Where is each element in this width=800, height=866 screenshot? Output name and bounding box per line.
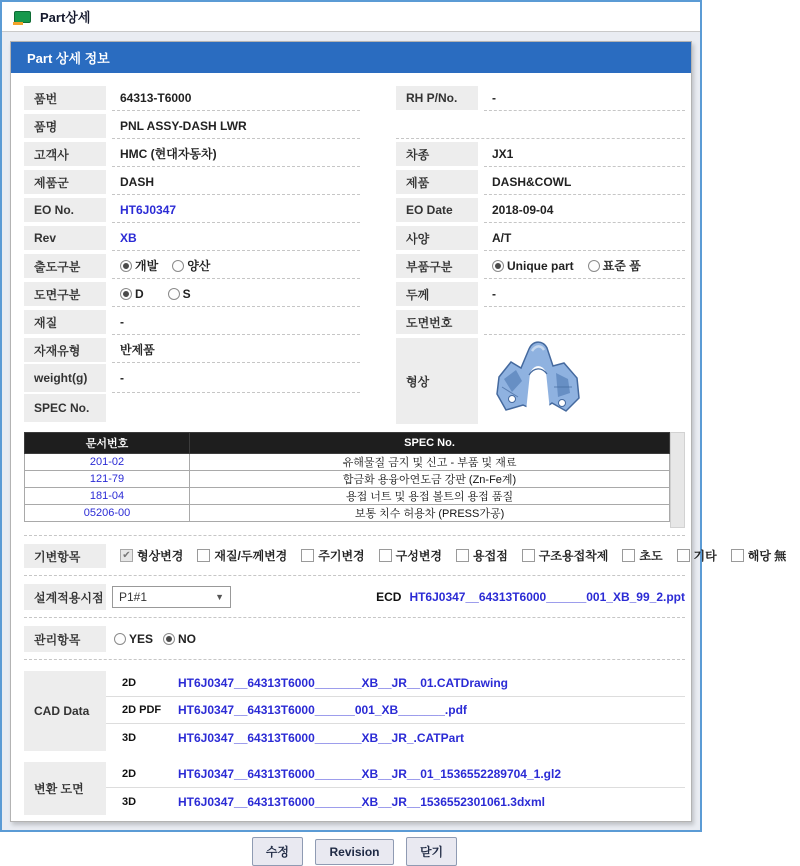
standard-part-label: 표준 품 xyxy=(602,259,641,273)
chevron-down-icon: ▼ xyxy=(215,591,225,602)
label-release-type: 출도구분 xyxy=(24,254,106,278)
manage-no-label: NO xyxy=(178,631,197,646)
doc-no-link[interactable]: 181-04 xyxy=(25,488,190,505)
label-eo-date: EO Date xyxy=(396,198,478,222)
eo-no-link[interactable]: HT6J0347 xyxy=(112,197,360,223)
spacer xyxy=(366,141,390,168)
value-part-no: 64313-T6000 xyxy=(112,85,360,111)
file-type-label: 2D xyxy=(122,677,137,689)
panel-body xyxy=(11,73,787,859)
label-customer: 고객사 xyxy=(24,142,106,166)
change-items-row xyxy=(24,543,787,568)
label-product: 제품 xyxy=(396,170,478,194)
form-row xyxy=(24,141,685,168)
spec-table xyxy=(24,432,670,522)
doc-no-link[interactable]: 201-02 xyxy=(25,454,190,471)
spacer xyxy=(366,309,390,336)
label-part-type: 부품구분 xyxy=(396,254,478,278)
label-drawing-no: 도면번호 xyxy=(396,310,478,334)
radio-standard-part[interactable] xyxy=(588,260,600,272)
spacer xyxy=(366,197,390,224)
label-drawing-type: 도면구분 xyxy=(24,282,106,306)
value-part-name: PNL ASSY-DASH LWR xyxy=(112,113,360,139)
checkbox-label: 형상변경 xyxy=(137,549,184,563)
value-spec-no xyxy=(112,393,360,423)
checkbox-first[interactable] xyxy=(622,549,635,562)
cad-3d-link[interactable]: HT6J0347__64313T6000_______XB__JR_.CATPart xyxy=(178,730,464,745)
label-rev: Rev xyxy=(24,226,106,250)
value-product: DASH&COWL xyxy=(484,169,685,195)
label-design-apply: 설계적용시점 xyxy=(24,584,106,610)
spec-table-scrollbar[interactable] xyxy=(670,432,685,528)
doc-no-link[interactable]: 121-79 xyxy=(25,471,190,488)
checkbox-material-thickness-change[interactable] xyxy=(197,549,210,562)
radio-unique-part[interactable] xyxy=(492,260,504,272)
label-converted-drawing: 변환 도면 xyxy=(24,762,106,815)
label-rh-pno: RH P/No. xyxy=(396,86,478,110)
form-row xyxy=(24,337,360,363)
file-row xyxy=(106,788,685,815)
checkbox-shape-change[interactable] xyxy=(120,549,133,562)
checkbox-etc[interactable] xyxy=(677,549,690,562)
checkbox-label: 초도 xyxy=(639,549,663,563)
close-button[interactable]: 닫기 xyxy=(406,837,457,866)
release-type-options xyxy=(112,253,360,279)
spec-table-header-spec: SPEC No. xyxy=(190,433,670,454)
radio-release-mass[interactable] xyxy=(172,260,184,272)
design-apply-row xyxy=(24,583,685,610)
checkbox-weld-point[interactable] xyxy=(456,549,469,562)
form-row xyxy=(24,225,685,252)
drawing-s-label: S xyxy=(182,286,191,301)
spec-table-container xyxy=(24,432,685,528)
unique-part-label: Unique part xyxy=(507,258,574,273)
cad-data-rows xyxy=(106,670,685,751)
button-row xyxy=(24,837,685,866)
checkbox-label: 기타 xyxy=(693,549,717,563)
form-row xyxy=(24,85,685,112)
cad-2d-link[interactable]: HT6J0347__64313T6000_______XB__JR__01.CATDrawing xyxy=(178,676,508,690)
spacer xyxy=(366,85,390,112)
value-thickness: - xyxy=(484,281,685,307)
release-dev-label: 개발 xyxy=(135,259,159,273)
value-weight: - xyxy=(112,363,360,393)
dashed-divider xyxy=(24,822,685,823)
doc-no-link[interactable]: 05206-00 xyxy=(25,505,190,522)
form-row xyxy=(24,197,685,224)
form-row xyxy=(24,393,360,423)
checkbox-not-applicable[interactable] xyxy=(731,549,744,562)
label-part-no: 품번 xyxy=(24,86,106,110)
panel-header: Part 상세 정보 xyxy=(11,42,691,73)
shape-cell xyxy=(484,337,685,424)
file-type-label: 3D xyxy=(122,795,137,808)
label-weight: weight(g) xyxy=(24,364,106,392)
converted-drawing-rows xyxy=(106,761,685,815)
spacer xyxy=(366,281,390,308)
revision-button[interactable]: Revision xyxy=(315,839,393,865)
manage-item-options xyxy=(114,632,206,646)
left-stack xyxy=(24,337,360,424)
label-spec-no: SPEC No. xyxy=(24,394,106,422)
checkbox-label: 재질/두께변경 xyxy=(214,549,288,563)
label-change-items: 기변항목 xyxy=(24,544,106,568)
form-row xyxy=(24,363,360,393)
spec-desc: 유해물질 금지 및 신고 - 부품 및 재료 xyxy=(190,454,670,471)
value-rh-pno: - xyxy=(484,85,685,111)
table-row xyxy=(25,505,670,522)
part-type-options xyxy=(484,253,685,279)
value-spec: A/T xyxy=(484,225,685,251)
spacer xyxy=(366,253,390,280)
file-row xyxy=(106,697,685,724)
form-row xyxy=(24,113,685,140)
table-row xyxy=(25,454,670,471)
ecd-group xyxy=(376,590,685,604)
label-thickness: 두께 xyxy=(396,282,478,306)
titlebar xyxy=(2,2,700,32)
form-row xyxy=(24,281,685,308)
file-row xyxy=(106,724,685,751)
form-row xyxy=(24,169,685,196)
spacer xyxy=(366,337,390,424)
value-product-group: DASH xyxy=(112,169,360,195)
checkbox-composition-change[interactable] xyxy=(379,549,392,562)
file-type-label: 3D xyxy=(122,731,137,744)
form-row-tall xyxy=(24,337,685,424)
label-cad-data: CAD Data xyxy=(24,671,106,751)
ecd-file-link[interactable]: HT6J0347__64313T6000______001_XB_99_2.ppt xyxy=(409,589,685,604)
spacer xyxy=(366,169,390,196)
ecd-label: ECD xyxy=(376,589,402,604)
label-shape: 형상 xyxy=(396,338,478,424)
spacer xyxy=(366,113,390,140)
drawing-d-label: D xyxy=(135,286,144,301)
value-material: - xyxy=(112,309,360,335)
cad-data-block xyxy=(24,670,685,751)
converted-2d-link[interactable]: HT6J0347__64313T6000_______XB__JR__01_1536552289704_1.gl2 xyxy=(178,767,562,781)
manage-yes-label: YES xyxy=(129,631,154,646)
file-type-label: 2D xyxy=(122,768,137,780)
label-part-name: 품명 xyxy=(24,114,106,138)
label-material-type: 자재유형 xyxy=(24,338,106,362)
radio-manage-yes[interactable] xyxy=(114,633,126,645)
form-row xyxy=(24,309,685,336)
dashed-divider xyxy=(24,659,685,660)
dashed-divider xyxy=(24,617,685,618)
spec-desc: 보통 치수 허용차 (PRESS가공) xyxy=(190,505,670,522)
modify-button[interactable]: 수정 xyxy=(252,837,303,866)
part-shape-image xyxy=(492,337,584,421)
checkbox-label: 구성변경 xyxy=(395,549,443,563)
page-title: Part상세 xyxy=(40,10,91,25)
manage-item-row xyxy=(24,625,685,652)
spec-desc: 용접 너트 및 용접 볼트의 용접 품질 xyxy=(190,488,670,505)
converted-3d-link[interactable]: HT6J0347__64313T6000_______XB__JR__1536552301061.3dxml xyxy=(178,794,545,809)
release-mass-label: 양산 xyxy=(187,259,211,273)
label-product-group: 제품군 xyxy=(24,170,106,194)
file-row xyxy=(106,670,685,697)
value-material-type: 반제품 xyxy=(112,337,360,363)
value-drawing-no xyxy=(484,309,685,335)
design-apply-selected-value: P1#1 xyxy=(119,589,148,604)
label-eo-no: EO No. xyxy=(24,198,106,222)
checkbox-label: 용접점 xyxy=(473,549,508,563)
page-icon xyxy=(14,11,31,23)
dashed-divider xyxy=(24,575,685,576)
form-row xyxy=(24,253,685,280)
radio-release-dev[interactable] xyxy=(120,260,132,272)
label-manage-item: 관리항목 xyxy=(24,626,106,652)
checkbox-cycle-change[interactable] xyxy=(301,549,314,562)
spec-table-header-doc: 문서번호 xyxy=(25,433,190,454)
table-row xyxy=(25,488,670,505)
spacer xyxy=(366,225,390,252)
table-row xyxy=(25,471,670,488)
dashed-divider xyxy=(24,535,685,536)
checkbox-label: 해당 無 xyxy=(747,549,787,563)
part-detail-panel xyxy=(10,41,787,859)
spec-desc: 합금화 용융아연도금 강판 (Zn-Fe계) xyxy=(190,471,670,488)
cad-2d-pdf-link[interactable]: HT6J0347__64313T6000______001_XB_______.pdf xyxy=(178,703,467,717)
rev-link[interactable]: XB xyxy=(112,225,360,251)
empty-cell xyxy=(396,113,685,139)
change-items-options xyxy=(120,547,800,564)
checkbox-structural-adhesive[interactable] xyxy=(522,549,535,562)
value-vehicle: JX1 xyxy=(484,141,685,167)
converted-drawing-block xyxy=(24,761,685,815)
drawing-type-options xyxy=(112,281,360,307)
radio-drawing-d[interactable] xyxy=(120,288,132,300)
checkbox-label: 주기변경 xyxy=(318,549,365,563)
value-customer: HMC (현대자동차) xyxy=(112,141,360,167)
label-spec: 사양 xyxy=(396,226,478,250)
label-material: 재질 xyxy=(24,310,106,334)
checkbox-label: 구조용접착제 xyxy=(538,549,609,563)
file-type-label: 2D PDF xyxy=(122,704,162,716)
label-vehicle: 차종 xyxy=(396,142,478,166)
file-row xyxy=(106,761,685,788)
radio-drawing-s[interactable] xyxy=(168,288,180,300)
design-apply-select[interactable] xyxy=(112,586,231,608)
value-eo-date: 2018-09-04 xyxy=(484,197,685,223)
radio-manage-no[interactable] xyxy=(163,633,175,645)
